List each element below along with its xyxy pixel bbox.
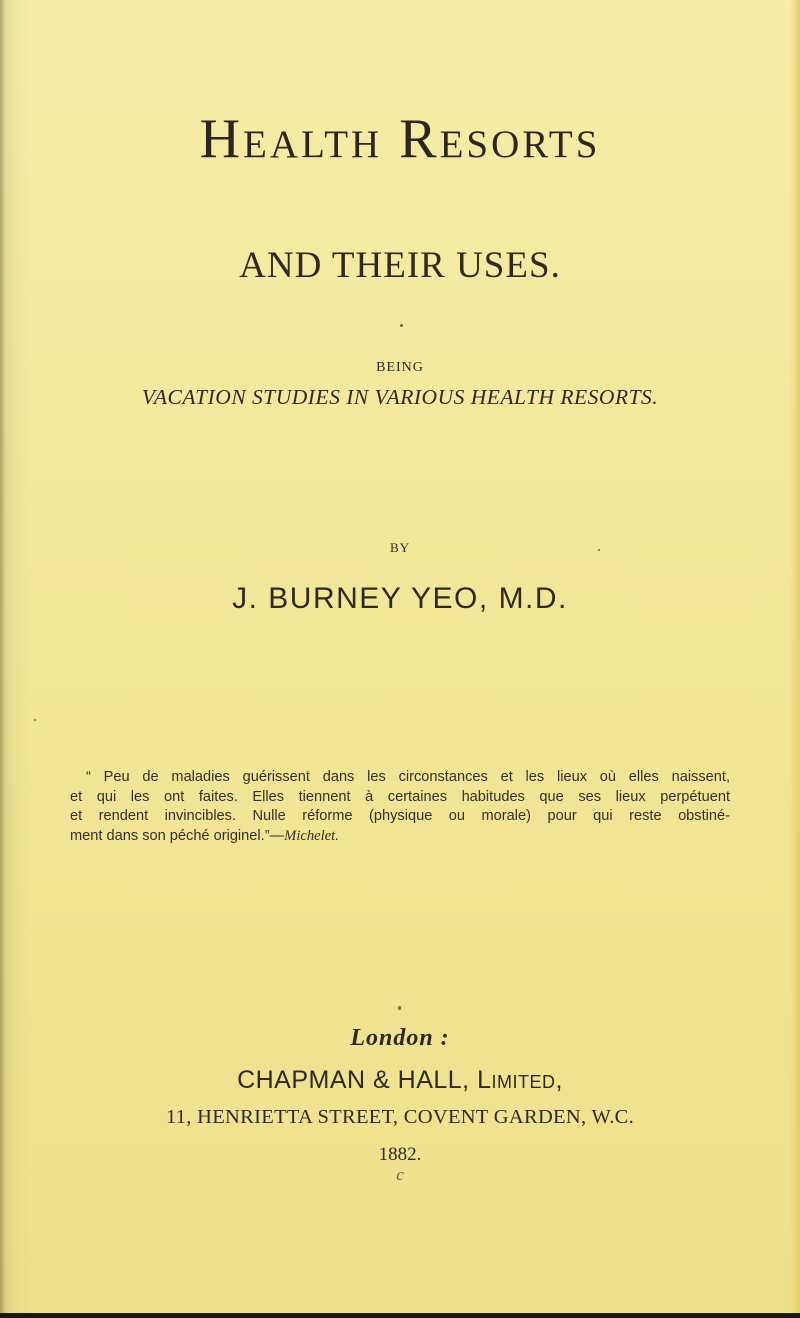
book-title: Health Resorts bbox=[199, 108, 601, 170]
epigraph-attribution: Michelet. bbox=[284, 827, 339, 844]
publisher-name: CHAPMAN & HALL, bbox=[237, 1066, 470, 1094]
book-subtitle: AND THEIR USES. bbox=[239, 245, 561, 286]
epigraph-line: et qui les ont faites. Elles tiennent à certaines habitudes que ses lieux perpétuent bbox=[70, 788, 730, 805]
epigraph-line: et rendent invincibles. Nulle réforme (physique ou morale) pour qui reste obstiné- bbox=[70, 808, 730, 824]
author-name: J. BURNEY YEO, M.D. bbox=[232, 582, 568, 615]
imprint-address: 11, HENRIETTA STREET, COVENT GARDEN, W.C. bbox=[165, 1106, 635, 1128]
paper-speck bbox=[34, 719, 36, 721]
imprint-publisher bbox=[0, 1066, 800, 1095]
paper-speck bbox=[398, 1006, 401, 1010]
library-mark: c bbox=[396, 1165, 404, 1184]
by-label: BY bbox=[389, 540, 411, 555]
being-label: BEING bbox=[376, 360, 424, 375]
book-description: VACATION STUDIES IN VARIOUS HEALTH RESORTS. bbox=[141, 385, 659, 409]
paper-speck bbox=[400, 324, 403, 327]
paper-speck bbox=[598, 549, 600, 551]
epigraph-line: ment dans son péché originel.”— bbox=[70, 827, 285, 844]
epigraph-line: “ Peu de maladies guérissent dans les circonstances et les lieux où elles naissent, bbox=[86, 769, 730, 785]
imprint-year: 1882. bbox=[378, 1144, 422, 1165]
publisher-suffix: Limited, bbox=[477, 1066, 563, 1094]
imprint-place: London : bbox=[350, 1025, 450, 1051]
epigraph bbox=[70, 768, 730, 846]
page-bottom-edge bbox=[0, 1313, 800, 1318]
epigraph-line-last bbox=[70, 827, 730, 847]
